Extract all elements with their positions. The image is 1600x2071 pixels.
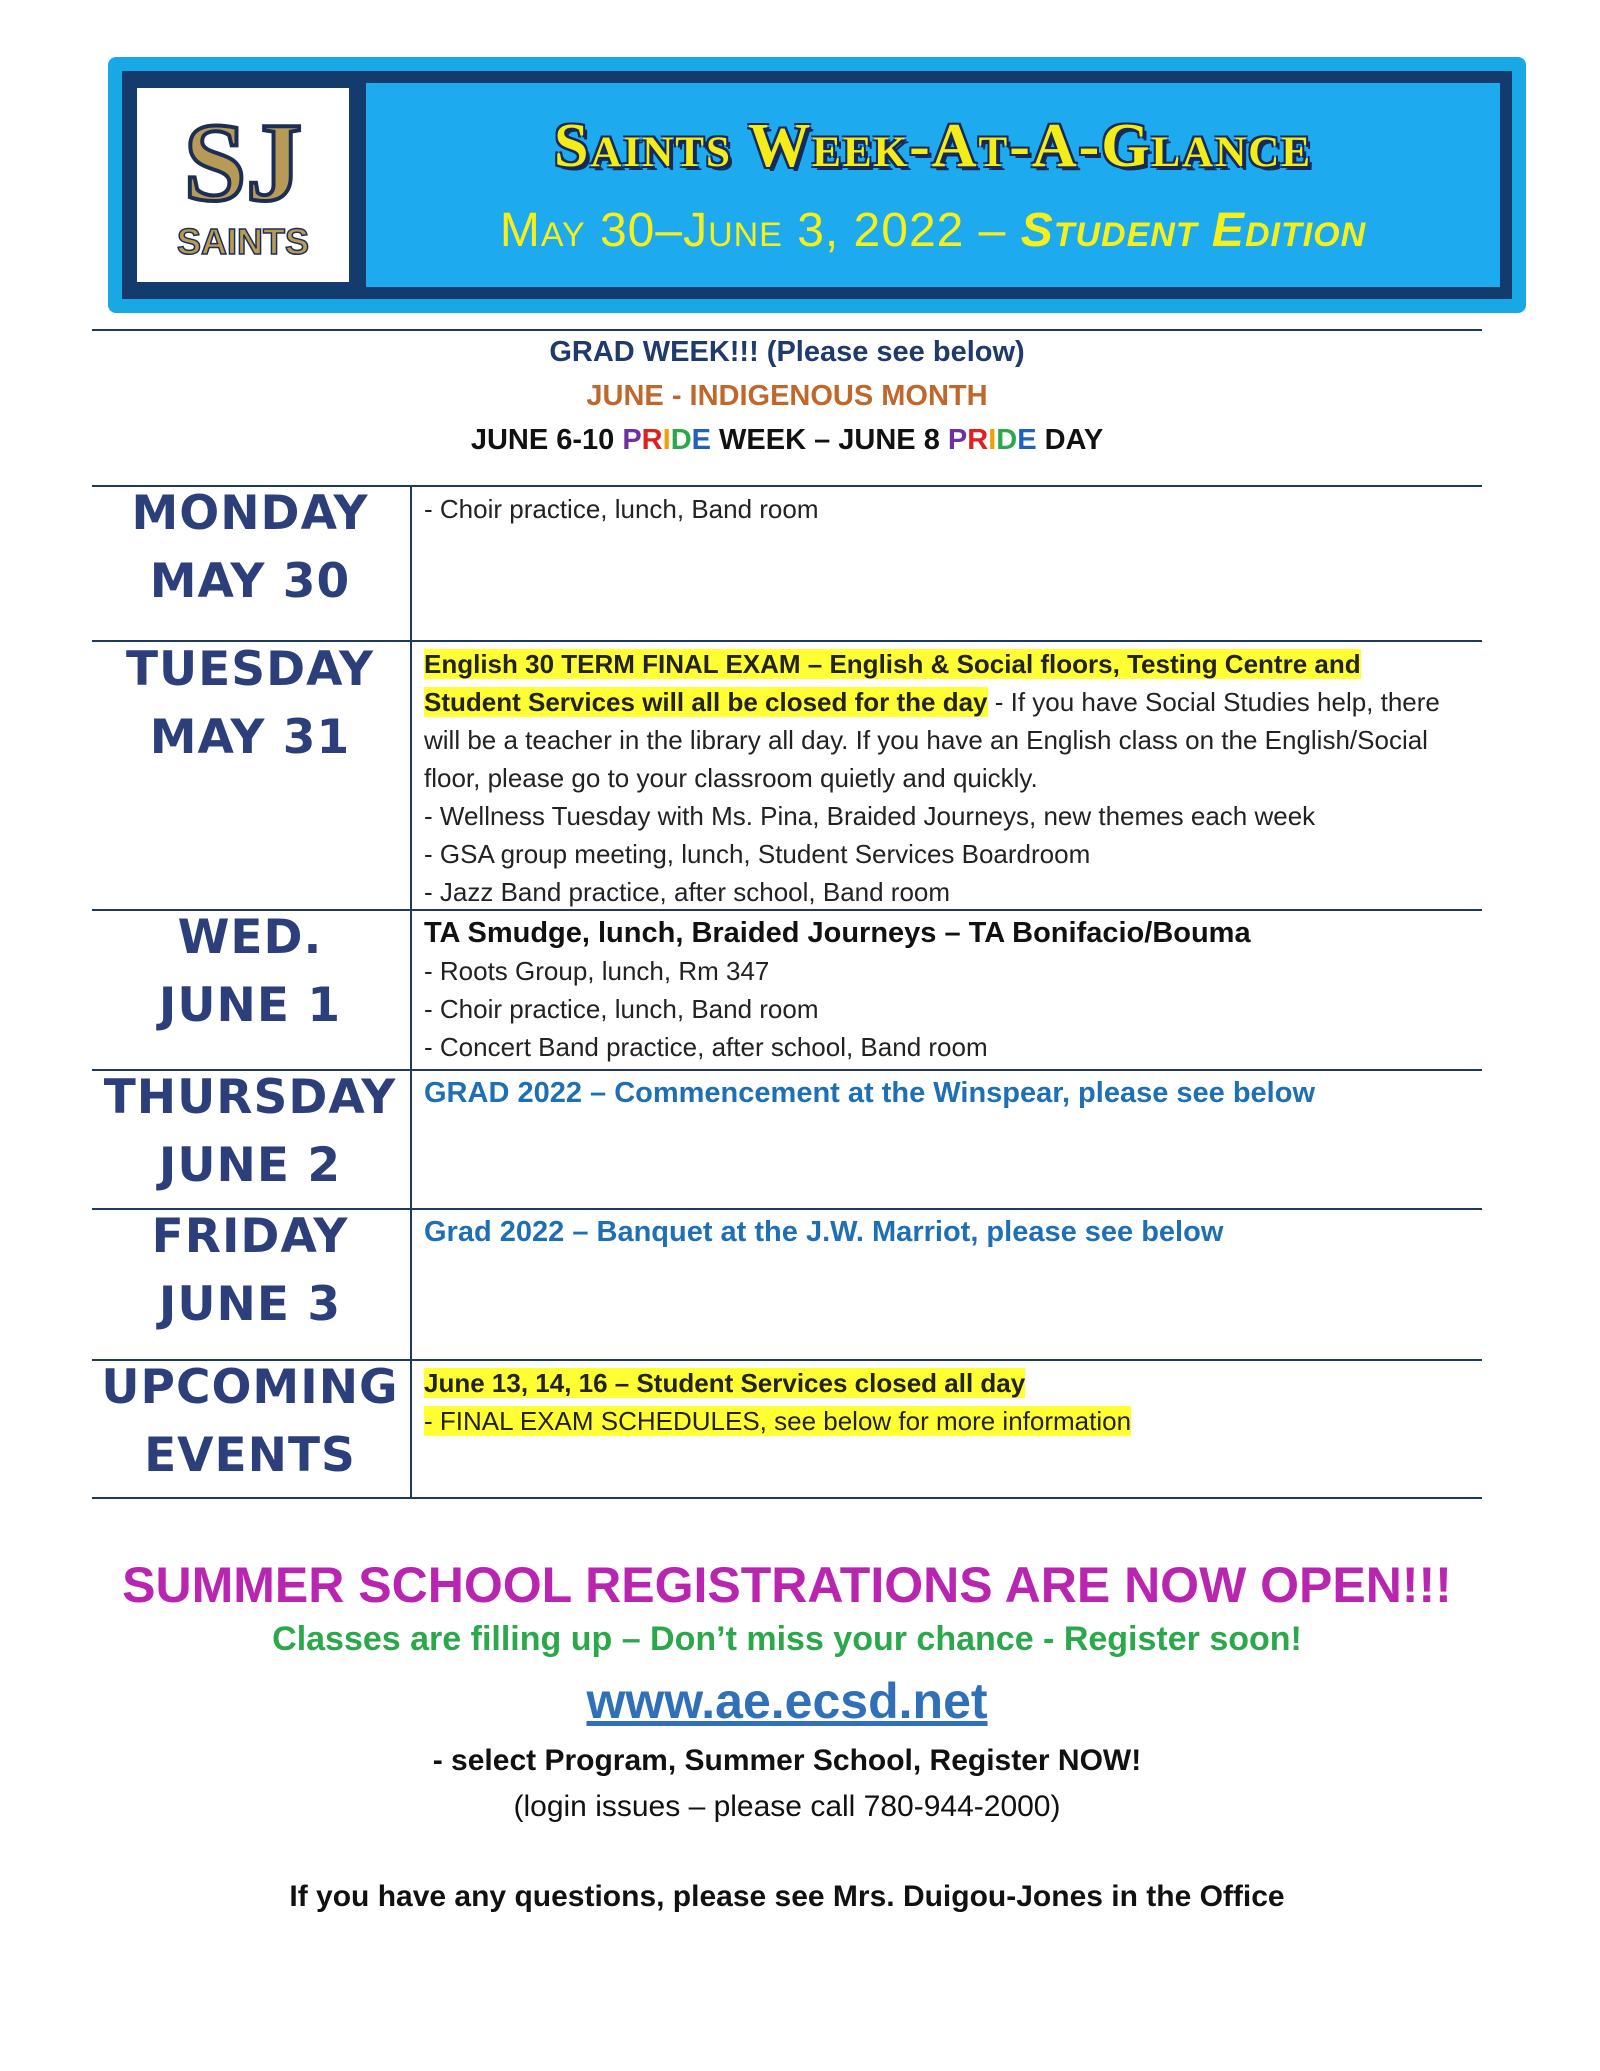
page-title: Saints Week-At-A-Glance (553, 112, 1313, 180)
tuesday-events: English 30 TERM FINAL EXAM – English & Social floors, Testing Centre and Student Services will all be closed for the day - If you have Social Studies help, there will be a teacher in the library all day. If you have an English class on the English/Social floor, please go to your classroom quietly and quickly. - Wellness Tuesday with Ms. Pina, Braided Journeys, new themes each week - GSA group meeting, lunch, Student Services Boardroom - Jazz Band practice, after school, Band room (424, 649, 1440, 907)
wednesday-events: TA Smudge, lunch, Braided Journeys – TA Bonifacio/Bouma - Roots Group, lunch, Rm 347 - Choir practice, lunch, Band room - Concert Band practice, after school, Band room (424, 917, 1251, 1062)
header-banner (108, 57, 1526, 313)
page-subtitle (366, 203, 1500, 258)
subtitle-edition: Student Edition (1020, 204, 1367, 257)
banner-inner (122, 71, 1512, 299)
questions-contact: If you have any questions, please see Mrs. Duigou-Jones in the Office (289, 1880, 1285, 1913)
registration-link[interactable]: www.ae.ecsd.net (586, 1673, 988, 1729)
classes-filling-text: Classes are filling up – Don’t miss your chance - Register soon! (272, 1620, 1302, 1658)
day-monday: MONDAY MAY 30 (131, 486, 369, 609)
saints-logo (134, 85, 352, 285)
upcoming-events: June 13, 14, 16 – Student Services closed all day - FINAL EXAM SCHEDULES, see below for more information (424, 1368, 1132, 1436)
divider (92, 329, 1482, 331)
table-column-divider (410, 486, 412, 1498)
login-help: (login issues – please call 780-944-2000) (513, 1790, 1061, 1823)
thursday-events: GRAD 2022 – Commencement at the Winspear, please see below (424, 1077, 1316, 1109)
day-tuesday: TUESDAY MAY 31 (125, 642, 375, 765)
day-friday: FRIDAY JUNE 3 (151, 1209, 349, 1332)
logo-letters: SJ (183, 101, 303, 225)
exam-highlight: English 30 TERM FINAL EXAM – English & Social floors, Testing Centre and Student Services will all be closed for the day (424, 649, 1361, 717)
pride-week-headline: JUNE 6-10 PRIDE WEEK – JUNE 8 PRIDE DAY (470, 424, 1104, 456)
sj-logo-icon (137, 88, 349, 282)
monday-events: - Choir practice, lunch, Band room (424, 494, 819, 524)
register-instructions: - select Program, Summer School, Register NOW! (432, 1744, 1142, 1777)
upcoming-events-label: UPCOMING EVENTS (101, 1360, 399, 1483)
friday-events: Grad 2022 – Banquet at the J.W. Marriot, please see below (424, 1216, 1224, 1248)
summer-school-headline: SUMMER SCHOOL REGISTRATIONS ARE NOW OPEN!!! (122, 1557, 1452, 1613)
logo-word: SAINTS (176, 221, 310, 262)
indigenous-month-headline: JUNE - INDIGENOUS MONTH (586, 380, 988, 412)
day-wednesday: WED. JUNE 1 (158, 910, 342, 1033)
table-rule (92, 1497, 1482, 1499)
title-box (366, 83, 1500, 287)
grad-week-headline: GRAD WEEK!!! (Please see below) (549, 336, 1025, 368)
day-thursday: THURSDAY JUNE 2 (103, 1070, 397, 1193)
subtitle-dates: May 30–June 3, 2022 – (499, 204, 1021, 257)
